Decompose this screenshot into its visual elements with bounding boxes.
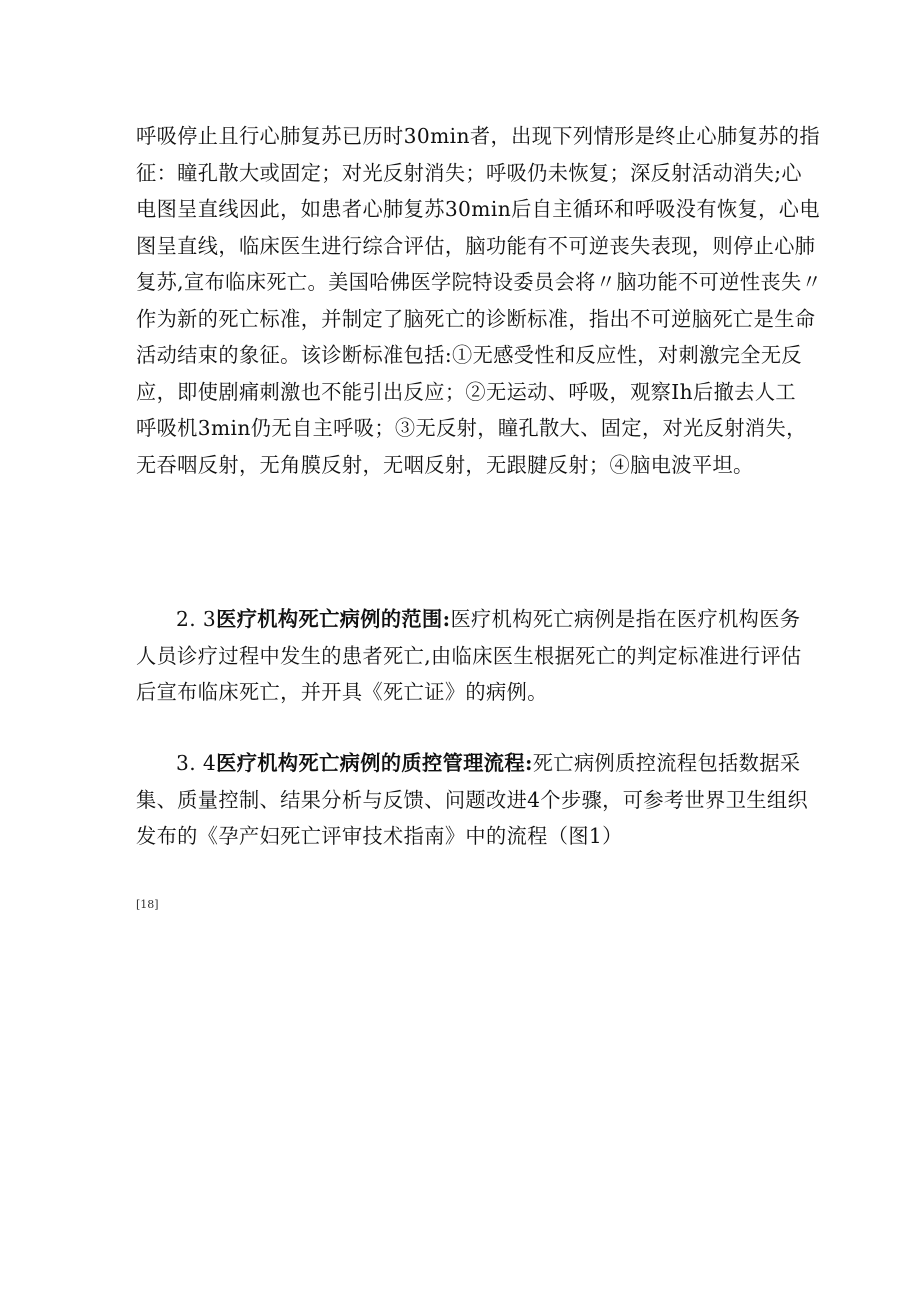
text-line: 后宣布临床死亡，并开具《死亡证》的病例。 (136, 680, 548, 704)
text-run: 医疗机构死亡病例是指在医疗机构医务 (450, 607, 801, 631)
text-line: 电图呈直线因此，如患者心肺复苏30min后自主循环和呼吸没有恢复，心电 (136, 197, 820, 221)
text-line: 无吞咽反射，无角膜反射，无咽反射，无跟腱反射；④脑电波平坦。 (136, 452, 754, 477)
text-line (136, 745, 801, 782)
text-line: 呼吸停止且行心肺复苏已历时30min者，出现下列情形是终止心肺复苏的指 (136, 124, 820, 148)
text-line: 作为新的死亡标准，并制定了脑死亡的诊断标准，指出不可逆脑死亡是生命 (136, 306, 816, 331)
text-run: 死亡病例质控流程包括数据采 (532, 751, 801, 775)
text-line: 呼吸机3min仍无自主呼吸；③无反射，瞳孔散大、固定，对光反射消失， (136, 416, 807, 440)
paragraph-qc-process (136, 745, 809, 855)
text-line: 集、质量控制、结果分析与反馈、问题改进4个步骤，可参考世界卫生组织 (136, 787, 809, 812)
section-heading: 医疗机构死亡病例的范围: (216, 607, 451, 631)
section-number: 3. 4 (176, 751, 217, 775)
text-line: 图呈直线，临床医生进行综合评估，脑功能有不可逆丧失表现，则停止心肺 (136, 233, 816, 258)
text-line (136, 601, 801, 638)
text-line: 征：瞳孔散大或固定；对光反射消失；呼吸仍未恢复；深反射活动消失;心 (136, 160, 803, 185)
paragraph-death-case-scope (136, 601, 802, 711)
section-heading: 医疗机构死亡病例的质控管理流程: (216, 751, 533, 775)
paragraph-death-criteria (136, 118, 823, 483)
section-number: 2. 3 (176, 607, 217, 631)
text-line: 应，即使剧痛刺激也不能引出反应；②无运动、呼吸，观察Ih后撤去人工 (136, 379, 796, 404)
text-line: 人员诊疗过程中发生的患者死亡,由临床医生根据死亡的判定标准进行评估 (136, 643, 802, 668)
reference-marker: [18] (136, 898, 159, 911)
text-line: 活动结束的象征。该诊断标准包括:①无感受性和反应性，对刺激完全无反 (136, 343, 803, 367)
text-line: 复苏,宣布临床死亡。美国哈佛医学院特设委员会将〃脑功能不可逆性丧失〃 (136, 270, 823, 294)
text-line: 发布的《孕产妇死亡评审技术指南》中的流程（图1） (136, 824, 623, 848)
